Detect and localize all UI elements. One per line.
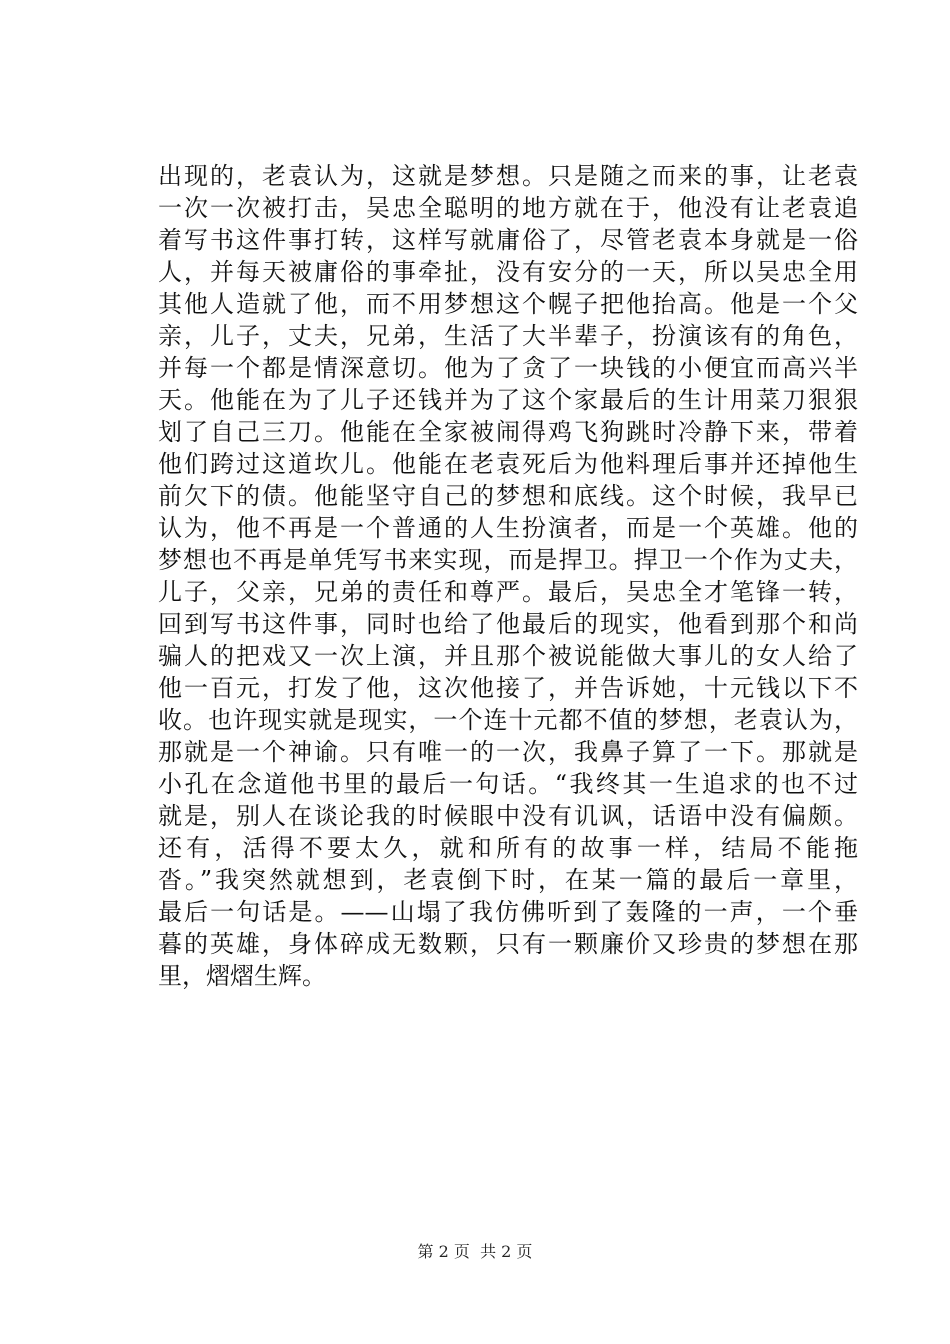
text-line: 出现的，老袁认为，这就是梦想。只是随之而来的事，让老袁 (158, 162, 858, 190)
text-line: 那就是一个神谕。只有唯一的一次，我鼻子算了一下。那就是 (158, 738, 858, 766)
text-line: 天。他能在为了儿子还钱并为了这个家最后的生计用菜刀狠狠 (158, 386, 858, 414)
text-line: 人，并每天被庸俗的事牵扯，没有安分的一天，所以吴忠全用 (158, 258, 858, 286)
page-number: 第 2 页 共 2 页 (417, 1242, 533, 1261)
text-line: 梦想也不再是单凭写书来实现，而是捍卫。捍卫一个作为丈夫， (158, 546, 858, 574)
text-line: 他一百元，打发了他，这次他接了，并告诉她，十元钱以下不 (158, 674, 858, 702)
text-line: 收。也许现实就是现实，一个连十元都不值的梦想，老袁认为， (158, 706, 858, 734)
body-text (158, 160, 858, 992)
text-line: 暮的英雄，身体碎成无数颗，只有一颗廉价又珍贵的梦想在那 (158, 930, 858, 958)
text-line: 亲，儿子，丈夫，兄弟，生活了大半辈子，扮演该有的角色， (158, 322, 858, 350)
text-line: 骗人的把戏又一次上演，并且那个被说能做大事儿的女人给了 (158, 642, 858, 670)
text-line: 小孔在念道他书里的最后一句话。“我终其一生追求的也不过 (158, 770, 858, 798)
text-line: 着写书这件事打转，这样写就庸俗了，尽管老袁本身就是一俗 (158, 226, 858, 254)
text-line: 回到写书这件事，同时也给了他最后的现实，他看到那个和尚 (158, 610, 858, 638)
text-line: 划了自己三刀。他能在全家被闹得鸡飞狗跳时冷静下来，带着 (158, 418, 858, 446)
text-line: 儿子，父亲，兄弟的责任和尊严。最后，吴忠全才笔锋一转， (158, 578, 858, 606)
text-line: 他们跨过这道坎儿。他能在老袁死后为他料理后事并还掉他生 (158, 450, 858, 478)
text-line: 一次一次被打击，吴忠全聪明的地方就在于，他没有让老袁追 (158, 194, 858, 222)
text-line: 并每一个都是情深意切。他为了贪了一块钱的小便宜而高兴半 (158, 354, 858, 382)
text-line: 还有，活得不要太久，就和所有的故事一样，结局不能拖 (158, 834, 858, 862)
text-line: 里，熠熠生辉。 (158, 962, 326, 990)
text-line: 认为，他不再是一个普通的人生扮演者，而是一个英雄。他的 (158, 514, 858, 542)
text-line: 最后一句话是。——山塌了我仿佛听到了轰隆的一声，一个垂 (158, 898, 858, 926)
text-line: 其他人造就了他，而不用梦想这个幌子把他抬高。他是一个父 (158, 290, 858, 318)
text-line: 就是，别人在谈论我的时候眼中没有讥讽，话语中没有偏颇。 (158, 802, 858, 830)
page-footer (0, 1242, 950, 1262)
text-line: 前欠下的债。他能坚守自己的梦想和底线。这个时候，我早已 (158, 482, 858, 510)
text-line: 沓。”我突然就想到，老袁倒下时，在某一篇的最后一章里， (158, 866, 858, 894)
